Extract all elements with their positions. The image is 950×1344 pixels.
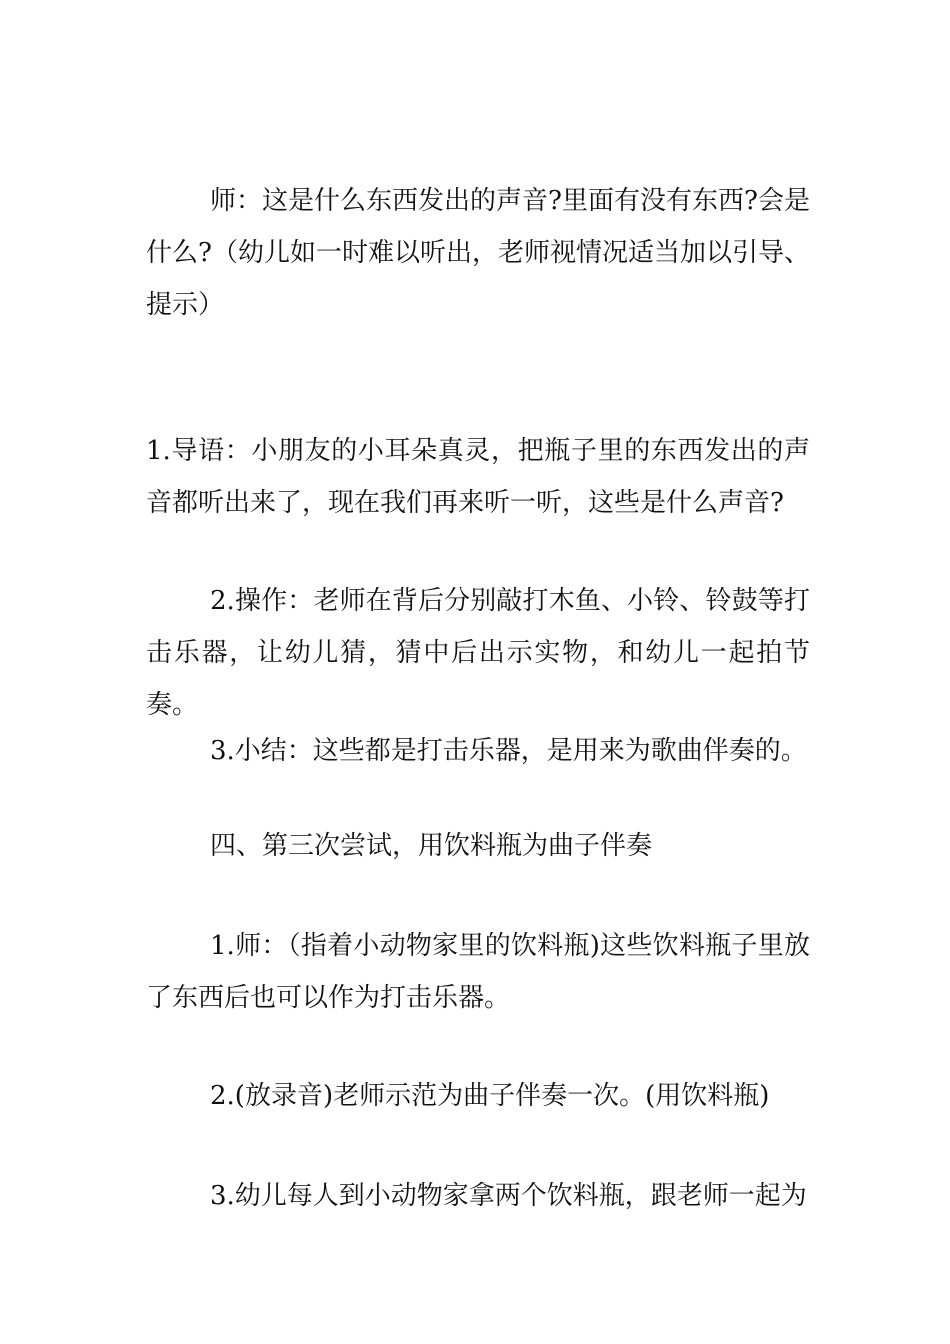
- section-heading-four: 四、第三次尝试，用饮料瓶为曲子伴奏: [210, 831, 653, 861]
- paragraph-teacher-question: 师：这是什么东西发出的声音?里面有没有东西?会是什么?（幼儿如一时难以听出，老师视情况适当加以引导、提示）: [146, 186, 810, 320]
- paragraph-intro: 1.导语：小朋友的小耳朵真灵，把瓶子里的东西发出的声音都听出来了，现在我们再来听一听，这些是什么声音?: [146, 436, 810, 518]
- paragraph-demonstration: 2.(放录音)老师示范为曲子伴奏一次。(用饮料瓶): [210, 1081, 770, 1111]
- paragraph-operation: 2.操作：老师在背后分别敲打木鱼、小铃、铃鼓等打击乐器，让幼儿猜，猜中后出示实物，和幼儿一起拍节奏。: [146, 586, 810, 720]
- paragraph-children-activity: 3.幼儿每人到小动物家拿两个饮料瓶，跟老师一起为: [210, 1181, 807, 1211]
- paragraph-summary: 3.小结：这些都是打击乐器，是用来为歌曲伴奏的。: [210, 736, 807, 766]
- paragraph-teacher-bottles: 1.师：（指着小动物家里的饮料瓶)这些饮料瓶子里放了东西后也可以作为打击乐器。: [146, 931, 810, 1013]
